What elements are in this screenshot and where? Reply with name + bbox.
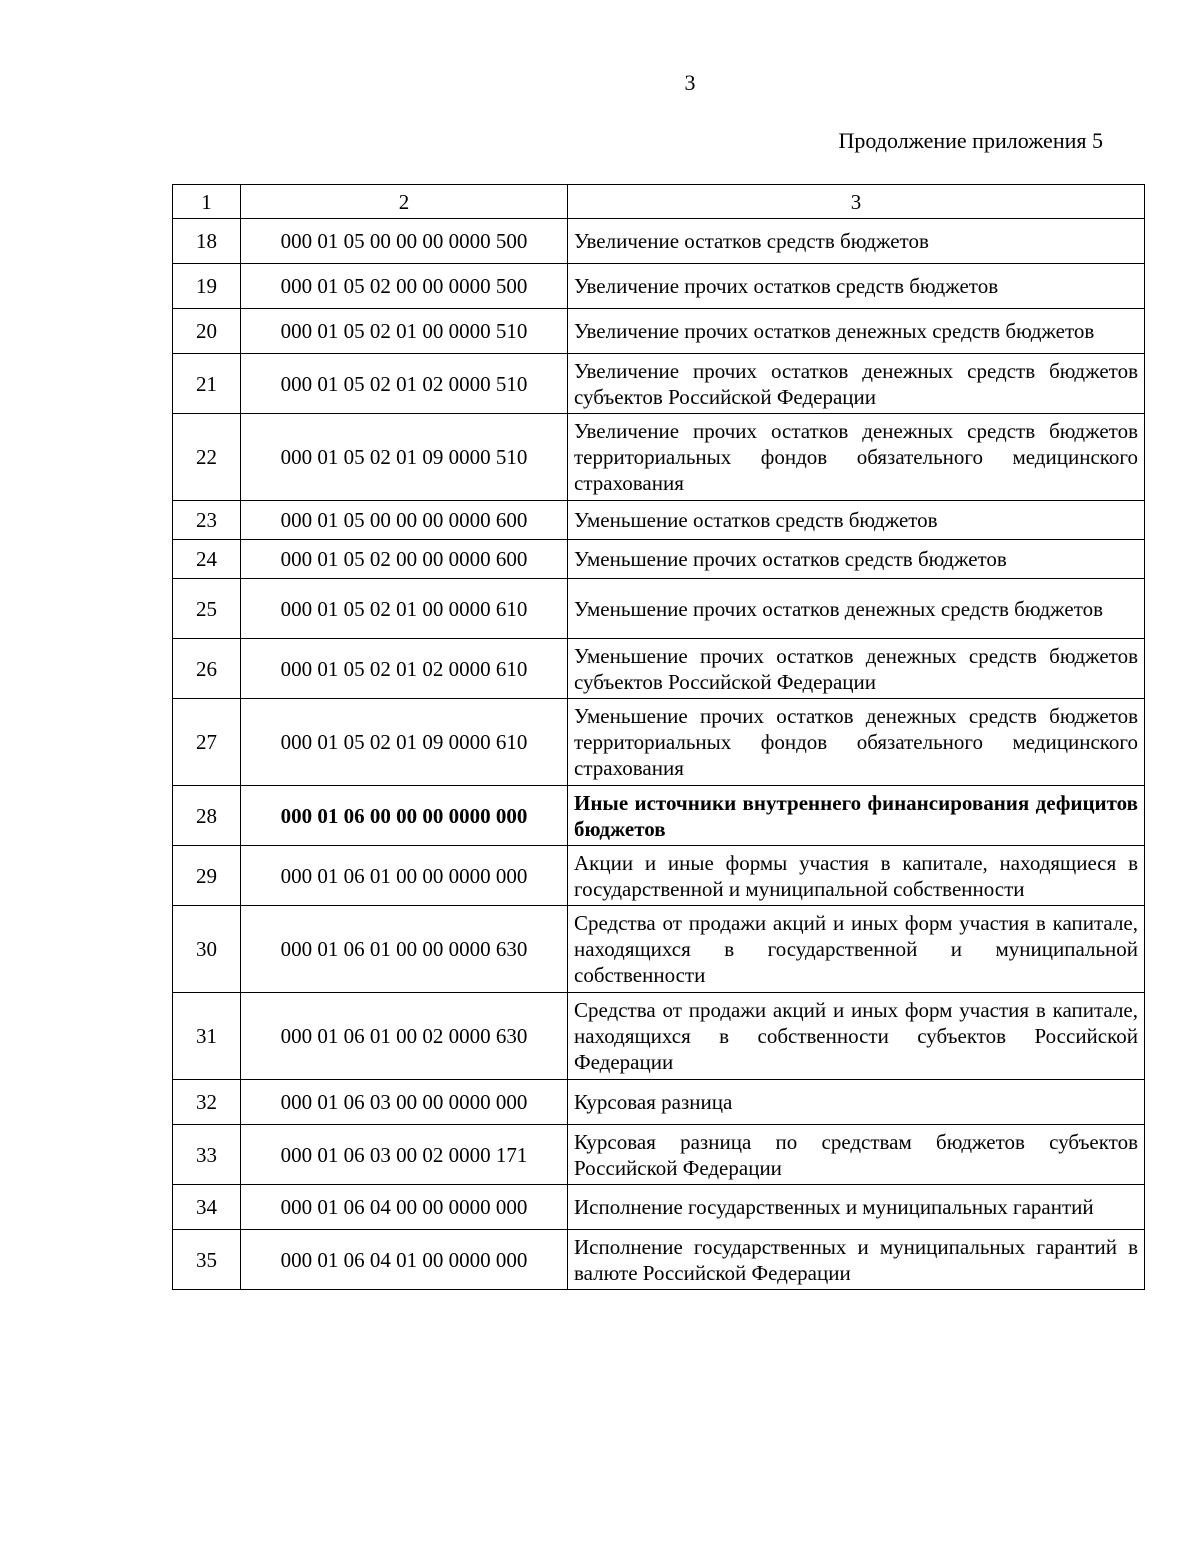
source-name: Уменьшение прочих остатков денежных средств бюджетов [568, 579, 1145, 639]
budget-code: 000 01 05 02 01 09 0000 510 [241, 414, 568, 501]
row-number: 29 [173, 846, 241, 906]
row-number: 18 [173, 219, 241, 264]
row-number: 34 [173, 1185, 241, 1230]
column-header: 3 [568, 185, 1145, 219]
source-name: Уменьшение прочих остатков средств бюджетов [568, 540, 1145, 579]
source-name: Исполнение государственных и муниципальных гарантий в валюте Российской Федерации [568, 1230, 1145, 1290]
budget-code: 000 01 06 01 00 00 0000 000 [241, 846, 568, 906]
row-number: 27 [173, 699, 241, 786]
column-header: 2 [241, 185, 568, 219]
budget-code: 000 01 06 03 00 00 0000 000 [241, 1080, 568, 1125]
budget-code: 000 01 05 02 00 00 0000 500 [241, 264, 568, 309]
source-name: Уменьшение остатков средств бюджетов [568, 501, 1145, 540]
budget-code: 000 01 05 02 01 00 0000 610 [241, 579, 568, 639]
row-number: 23 [173, 501, 241, 540]
source-name: Увеличение остатков средств бюджетов [568, 219, 1145, 264]
table-row [173, 414, 1145, 501]
table-row [173, 639, 1145, 699]
row-number: 20 [173, 309, 241, 354]
source-name: Увеличение прочих остатков денежных средств бюджетов субъектов Российской Федерации [568, 354, 1145, 414]
budget-code: 000 01 06 01 00 00 0000 630 [241, 906, 568, 993]
row-number: 30 [173, 906, 241, 993]
table-row [173, 993, 1145, 1080]
table-row [173, 309, 1145, 354]
budget-code: 000 01 05 02 01 02 0000 610 [241, 639, 568, 699]
source-name: Увеличение прочих остатков денежных средств бюджетов территориальных фондов обязательного медицинского страхования [568, 414, 1145, 501]
budget-code: 000 01 05 02 00 00 0000 600 [241, 540, 568, 579]
table-row [173, 264, 1145, 309]
row-number: 31 [173, 993, 241, 1080]
source-name: Средства от продажи акций и иных форм участия в капитале, находящихся в собственности субъектов Российской Федерации [568, 993, 1145, 1080]
budget-code: 000 01 05 00 00 00 0000 600 [241, 501, 568, 540]
row-number: 26 [173, 639, 241, 699]
source-name: Увеличение прочих остатков средств бюджетов [568, 264, 1145, 309]
budget-code: 000 01 06 04 00 00 0000 000 [241, 1185, 568, 1230]
row-number: 28 [173, 786, 241, 846]
source-name: Курсовая разница [568, 1080, 1145, 1125]
source-name: Средства от продажи акций и иных форм участия в капитале, находящихся в государственной и муниципальной собственности [568, 906, 1145, 993]
row-number: 33 [173, 1125, 241, 1185]
source-name: Увеличение прочих остатков денежных средств бюджетов [568, 309, 1145, 354]
row-number: 21 [173, 354, 241, 414]
table-row [173, 906, 1145, 993]
budget-code: 000 01 06 01 00 02 0000 630 [241, 993, 568, 1080]
table-header-row [173, 185, 1145, 219]
budget-sources-table [172, 184, 1145, 1290]
table-row [173, 219, 1145, 264]
source-name: Иные источники внутреннего финансирования дефицитов бюджетов [568, 786, 1145, 846]
source-name: Уменьшение прочих остатков денежных средств бюджетов территориальных фондов обязательного медицинского страхования [568, 699, 1145, 786]
table-row [173, 579, 1145, 639]
column-header: 1 [173, 185, 241, 219]
table-row-section-heading [173, 786, 1145, 846]
budget-code: 000 01 06 04 01 00 0000 000 [241, 1230, 568, 1290]
budget-code: 000 01 06 00 00 00 0000 000 [241, 786, 568, 846]
page-number: 3 [684, 70, 696, 95]
table-row [173, 540, 1145, 579]
budget-code: 000 01 05 02 01 09 0000 610 [241, 699, 568, 786]
source-name: Акции и иные формы участия в капитале, находящиеся в государственной и муниципальной собственности [568, 846, 1145, 906]
row-number: 32 [173, 1080, 241, 1125]
row-number: 19 [173, 264, 241, 309]
table-row [173, 501, 1145, 540]
table-row [173, 1080, 1145, 1125]
source-name: Исполнение государственных и муниципальных гарантий [568, 1185, 1145, 1230]
table-row [173, 1230, 1145, 1290]
budget-code: 000 01 06 03 00 02 0000 171 [241, 1125, 568, 1185]
table-row [173, 354, 1145, 414]
table-row [173, 846, 1145, 906]
table-row [173, 1185, 1145, 1230]
budget-code: 000 01 05 00 00 00 0000 500 [241, 219, 568, 264]
table-row [173, 699, 1145, 786]
row-number: 35 [173, 1230, 241, 1290]
row-number: 24 [173, 540, 241, 579]
budget-code: 000 01 05 02 01 02 0000 510 [241, 354, 568, 414]
source-name: Курсовая разница по средствам бюджетов субъектов Российской Федерации [568, 1125, 1145, 1185]
budget-code: 000 01 05 02 01 00 0000 510 [241, 309, 568, 354]
appendix-continuation-note: Продолжение приложения 5 [838, 128, 1103, 153]
table-row [173, 1125, 1145, 1185]
source-name: Уменьшение прочих остатков денежных средств бюджетов субъектов Российской Федерации [568, 639, 1145, 699]
row-number: 22 [173, 414, 241, 501]
row-number: 25 [173, 579, 241, 639]
